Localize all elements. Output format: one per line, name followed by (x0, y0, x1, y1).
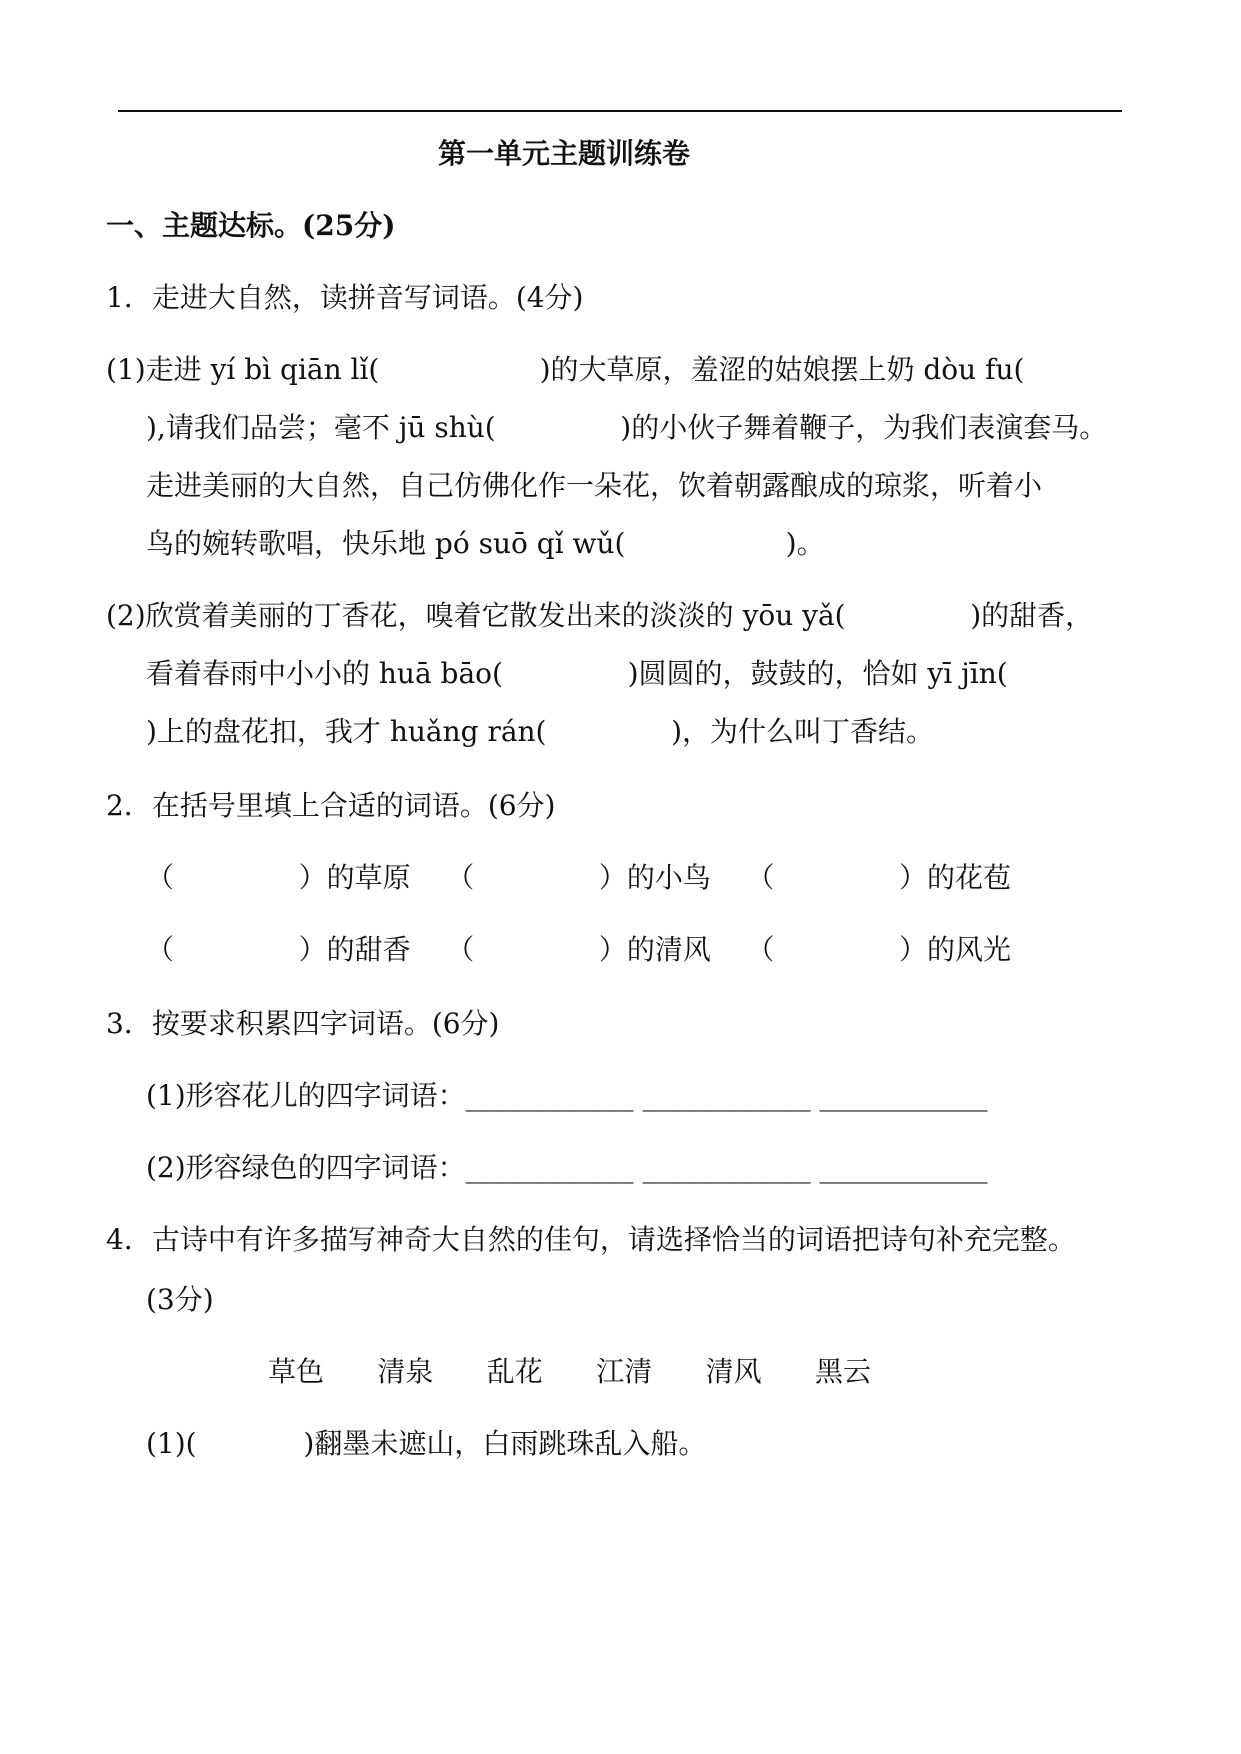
q1-p2-line-1: (2)欣赏着美丽的丁香花，嗅着它散发出来的淡淡的 yōu yǎ( )的甜香， (106, 599, 1094, 632)
q1-p1-line-3: 走进美丽的大自然，自己仿佛化作一朵花，饮着朝露酿成的琼浆，听着小 (146, 469, 1043, 502)
q2-row-2: （ ）的甜香 （ ）的清风 （ ）的风光 (146, 933, 1012, 966)
question-4-points: (3分) (146, 1283, 214, 1316)
q1-p1-line-1: (1)走进 yí bì qiān lǐ( )的大草原，羞涩的姑娘摆上奶 dòu fu( (106, 353, 1025, 386)
q4-item-1: (1)( )翻墨未遮山，白雨跳珠乱入船。 (146, 1427, 707, 1460)
q2-row-1: （ ）的草原 （ ）的小鸟 （ ）的花苞 (146, 861, 1012, 894)
q4-word-bank: 草色 清泉 乱花 江清 清风 黑云 (268, 1355, 872, 1388)
question-2-prompt: 2．在括号里填上合适的词语。(6分) (106, 789, 556, 822)
question-1-prompt: 1．走进大自然，读拼音写词语。(4分) (106, 281, 584, 314)
q3-item-1: (1)形容花儿的四字词语：____________ ____________ ____________ (146, 1079, 988, 1112)
q1-p1-line-2: ),请我们品尝；毫不 jū shù( )的小伙子舞着鞭子，为我们表演套马。 (146, 411, 1108, 444)
q1-p2-line-2: 看着春雨中小小的 huā bāo( )圆圆的，鼓鼓的，恰如 yī jīn( (146, 657, 1008, 690)
question-4-prompt: 4．古诗中有许多描写神奇大自然的佳句，请选择恰当的词语把诗句补充完整。 (106, 1223, 1076, 1256)
section-1-heading: 一、主题达标。(25分) (106, 209, 396, 242)
q3-item-2: (2)形容绿色的四字词语：____________ ____________ ____________ (146, 1151, 988, 1184)
header-rule (118, 110, 1122, 112)
q1-p2-line-3: )上的盘花扣，我才 huǎng rán( )，为什么叫丁香结。 (146, 715, 935, 748)
page-title: 第一单元主题训练卷 (438, 137, 691, 170)
question-3-prompt: 3．按要求积累四字词语。(6分) (106, 1007, 500, 1040)
q1-p1-line-4: 鸟的婉转歌唱，快乐地 pó suō qǐ wǔ( )。 (146, 527, 825, 560)
